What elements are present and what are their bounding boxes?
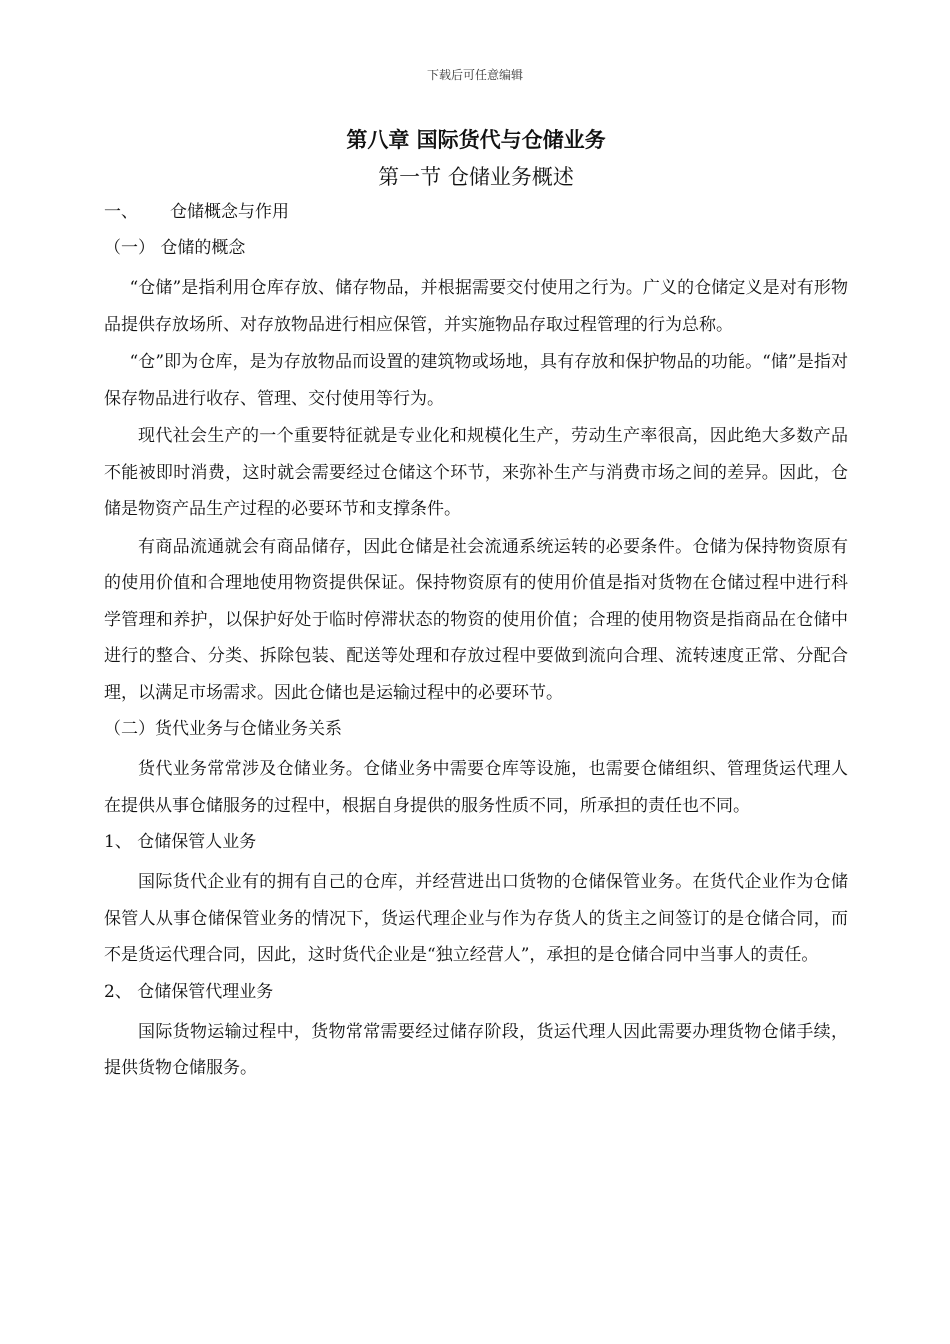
heading-concept: （一） 仓储的概念 [104,238,246,258]
paragraph-modern-production: 现代社会生产的一个重要特征就是专业化和规模化生产，劳动生产率很高，因此绝大多数产品不能被即时消费，这时就会需要经过仓储这个环节，来弥补生产与消费市场之间的差异。因此，仓储是物资产品生产过程的必要环节和支撑条件。 [104,426,848,519]
paragraph-storage-definition: “仓储”是指利用仓库存放、储存物品，并根据需要交付使用之行为。广义的仓储定义是对有形物品提供存放场所、对存放物品进行相应保管，并实施物品存取过程管理的行为总称。 [104,278,848,335]
paragraph-custodian: 国际货代企业有的拥有自己的仓库，并经营进出口货物的仓储保管业务。在货代企业作为仓储保管人从事仓储保管业务的情况下，货运代理企业与作为存货人的货主之间签订的是仓储合同，而不是货运代理合同，因此，这时货代企业是“独立经营人”，承担的是仓储合同中当事人的责任。 [104,872,848,965]
heading-relationship: （二）货代业务与仓储业务关系 [104,719,342,739]
paragraph-cang-chu: “仓”即为仓库，是为存放物品而设置的建筑物或场地，具有存放和保护物品的功能。“储”是指对保存物品进行收存、管理、交付使用等行为。 [104,352,848,409]
chapter-title: 第八章 国际货代与仓储业务 [346,127,606,152]
paragraph-forwarding-warehousing: 货代业务常常涉及仓储业务。仓储业务中需要仓库等设施，也需要仓储组织、管理货运代理人在提供从事仓储服务的过程中，根据自身提供的服务性质不同，所承担的责任也不同。 [104,759,848,816]
paragraph-agency: 国际货物运输过程中，货物常常需要经过储存阶段，货运代理人因此需要办理货物仓储手续，提供货物仓储服务。 [104,1021,848,1078]
page-header-note: 下载后可任意编辑 [426,68,523,82]
section-title: 第一节 仓储业务概述 [378,165,574,189]
paragraph-circulation: 有商品流通就会有商品储存，因此仓储是社会流通系统运转的必要条件。仓储为保持物资原有的使用价值和合理地使用物资提供保证。保持物资原有的使用价值是指对货物在仓储过程中进行科学管理和养护，以保护好处于临时停滞状态的物资的使用价值；合理的使用物资是指商品在仓储中进行的整合、分类、拆除包装、配送等处理和存放过程中要做到流向合理、流转速度正常、分配合理，以满足市场需求。因此仓储也是运输过程中的必要环节。 [104,536,848,703]
document-body [104,122,848,1088]
heading-custodian-agency: 2、 仓储保管代理业务 [104,981,274,1002]
heading-custodian-business: 1、 仓储保管人业务 [104,832,257,852]
heading-level1-text: 仓储概念与作用 [170,202,289,222]
heading-level1-number: 一、 [104,202,138,222]
heading-level1 [104,198,848,226]
